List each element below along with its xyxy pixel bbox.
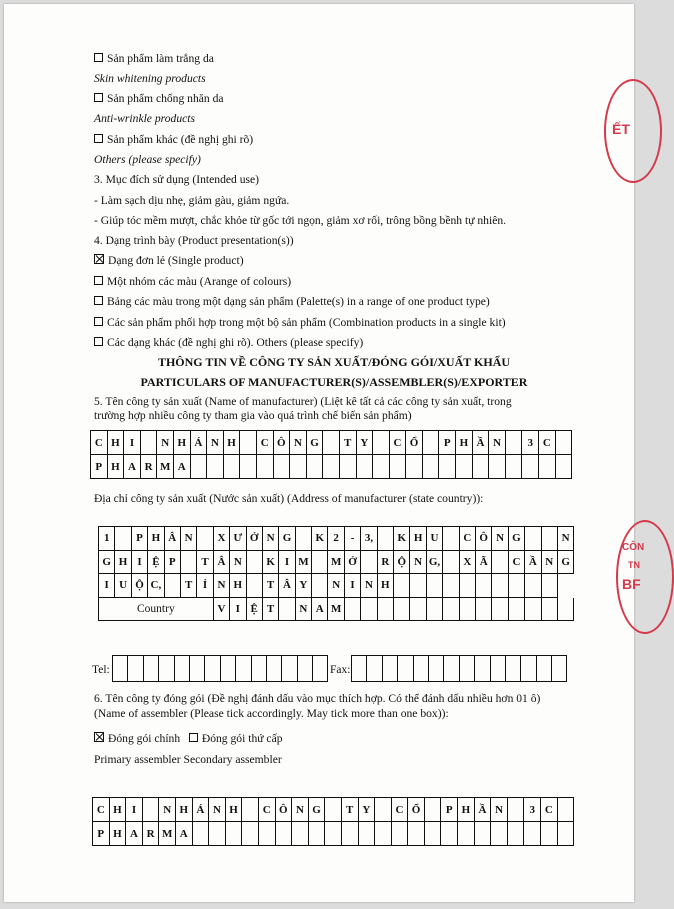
section6-title: 6. Tên công ty đóng gói (Đề nghị đánh dấu vào mục thích hợp. Có thể đánh dấu nhiều hơn 01 ô): [94, 692, 541, 705]
char-cell[interactable]: [491, 822, 508, 846]
char-cell[interactable]: Ổ: [406, 431, 423, 455]
char-cell[interactable]: Y: [359, 798, 376, 822]
address-label: Địa chỉ công ty sản xuất (Nước sản xuất) (Address of manufacturer (state country)):: [94, 492, 484, 505]
country-cell[interactable]: [509, 598, 525, 622]
char-cell[interactable]: [296, 527, 312, 551]
char-cell[interactable]: N: [410, 551, 426, 575]
char-cell[interactable]: [257, 455, 274, 479]
checkbox[interactable]: [94, 93, 103, 102]
char-cell[interactable]: Ư: [230, 527, 246, 551]
char-cell[interactable]: P: [439, 431, 456, 455]
char-cell[interactable]: G: [309, 798, 326, 822]
char-cell[interactable]: [375, 798, 392, 822]
char-cell[interactable]: Ô: [274, 431, 291, 455]
char-cell[interactable]: [558, 798, 575, 822]
char-cell[interactable]: N: [159, 798, 176, 822]
char-cell[interactable]: H: [176, 798, 193, 822]
char-cell[interactable]: [558, 822, 575, 846]
char-cell[interactable]: [359, 822, 376, 846]
char-cell[interactable]: H: [110, 798, 127, 822]
char-cell[interactable]: M: [157, 455, 174, 479]
char-cell[interactable]: [475, 822, 492, 846]
tel-cell[interactable]: [128, 656, 143, 682]
char-cell[interactable]: T: [340, 431, 357, 455]
country-cell[interactable]: [476, 598, 492, 622]
secondary-checkbox[interactable]: [189, 733, 198, 742]
heading-en: PARTICULARS OF MANUFACTURER(S)/ASSEMBLER(S)/EXPORTER: [140, 375, 528, 389]
option-combination: Các sản phẩm phối hợp trong một bộ sản phẩm (Combination products in a single kit): [94, 316, 506, 330]
char-cell[interactable]: G,: [427, 551, 443, 575]
char-cell[interactable]: T: [197, 551, 213, 575]
checkbox[interactable]: [94, 134, 103, 143]
char-cell[interactable]: H: [108, 431, 125, 455]
char-cell[interactable]: [373, 455, 390, 479]
char-cell[interactable]: [191, 455, 208, 479]
char-cell[interactable]: N: [558, 527, 574, 551]
char-cell[interactable]: [394, 574, 410, 598]
section5-title: 5. Tên công ty sản xuất (Name of manufacturer) (Liệt kê tất cả các công ty sản xuất, trong: [94, 395, 512, 408]
primary-checkbox[interactable]: [94, 732, 104, 742]
char-cell[interactable]: C: [541, 798, 558, 822]
char-cell[interactable]: [392, 822, 409, 846]
tel-cell[interactable]: [221, 656, 236, 682]
char-cell[interactable]: Ô: [476, 527, 492, 551]
country-cell[interactable]: [279, 598, 295, 622]
char-cell[interactable]: 3: [522, 431, 539, 455]
stamp-bottom: CÔN TN BF: [616, 520, 674, 634]
char-cell[interactable]: [443, 527, 459, 551]
char-cell[interactable]: N: [542, 551, 558, 575]
fax-cell[interactable]: [521, 656, 536, 682]
char-cell[interactable]: Ở: [247, 527, 263, 551]
char-cell[interactable]: Ã: [476, 551, 492, 575]
manufacturer-address-grid[interactable]: [98, 526, 574, 621]
char-cell[interactable]: [506, 431, 523, 455]
char-cell[interactable]: [340, 455, 357, 479]
fax-cell[interactable]: [429, 656, 444, 682]
char-cell[interactable]: Â: [165, 527, 181, 551]
char-cell[interactable]: H: [230, 574, 246, 598]
char-cell[interactable]: M: [296, 551, 312, 575]
char-cell[interactable]: Ộ: [132, 574, 148, 598]
char-cell[interactable]: [361, 551, 377, 575]
char-cell[interactable]: [325, 798, 342, 822]
country-cell[interactable]: M: [328, 598, 344, 622]
char-cell[interactable]: H: [110, 822, 127, 846]
char-cell[interactable]: [307, 455, 324, 479]
section4-title: 4. Dạng trình bày (Product presentation(s)): [94, 234, 294, 247]
char-cell[interactable]: [441, 822, 458, 846]
char-cell[interactable]: A: [176, 822, 193, 846]
char-cell[interactable]: Ầ: [475, 798, 492, 822]
char-cell[interactable]: U: [115, 574, 131, 598]
char-cell[interactable]: [408, 822, 425, 846]
tel-field[interactable]: [112, 655, 328, 682]
char-cell[interactable]: [508, 798, 525, 822]
tel-cell[interactable]: [190, 656, 205, 682]
char-cell[interactable]: [492, 574, 508, 598]
char-cell[interactable]: [509, 574, 525, 598]
char-cell[interactable]: 2: [328, 527, 344, 551]
char-cell[interactable]: [476, 574, 492, 598]
char-cell[interactable]: I: [99, 574, 115, 598]
char-cell[interactable]: P: [93, 822, 110, 846]
checkbox[interactable]: [94, 276, 103, 285]
char-cell[interactable]: [508, 822, 525, 846]
checkbox[interactable]: [94, 317, 103, 326]
char-cell[interactable]: [423, 455, 440, 479]
country-cell[interactable]: [410, 598, 426, 622]
char-cell[interactable]: [541, 822, 558, 846]
fax-cell[interactable]: [491, 656, 506, 682]
char-cell[interactable]: P: [165, 551, 181, 575]
country-cell[interactable]: T: [263, 598, 279, 622]
char-cell[interactable]: K: [263, 551, 279, 575]
fax-cell[interactable]: [506, 656, 521, 682]
char-cell[interactable]: G: [99, 551, 115, 575]
section3-title: 3. Mục đích sử dụng (Intended use): [94, 173, 260, 186]
char-cell[interactable]: N: [328, 574, 344, 598]
char-cell[interactable]: -: [345, 527, 361, 551]
char-cell[interactable]: H: [148, 527, 164, 551]
char-cell[interactable]: [274, 455, 291, 479]
char-cell[interactable]: C: [93, 798, 110, 822]
char-cell[interactable]: N: [181, 527, 197, 551]
country-cell[interactable]: [525, 598, 541, 622]
char-cell[interactable]: C: [509, 551, 525, 575]
fax-cell[interactable]: [537, 656, 552, 682]
char-cell[interactable]: [378, 527, 394, 551]
fax-cell[interactable]: [460, 656, 475, 682]
country-cell[interactable]: [378, 598, 394, 622]
fax-cell[interactable]: [383, 656, 398, 682]
char-cell[interactable]: [425, 798, 442, 822]
char-cell[interactable]: Ệ: [148, 551, 164, 575]
char-cell[interactable]: [357, 455, 374, 479]
char-cell[interactable]: [292, 822, 309, 846]
char-cell[interactable]: A: [124, 455, 141, 479]
char-cell[interactable]: C: [259, 798, 276, 822]
char-cell[interactable]: [181, 551, 197, 575]
char-cell[interactable]: [309, 822, 326, 846]
char-cell[interactable]: U: [427, 527, 443, 551]
char-cell[interactable]: A: [126, 822, 143, 846]
char-cell[interactable]: G: [509, 527, 525, 551]
char-cell[interactable]: X: [214, 527, 230, 551]
char-cell[interactable]: [312, 551, 328, 575]
char-cell[interactable]: [240, 431, 257, 455]
char-cell[interactable]: K: [312, 527, 328, 551]
char-cell[interactable]: 3: [524, 798, 541, 822]
char-cell[interactable]: [325, 822, 342, 846]
char-cell[interactable]: C: [392, 798, 409, 822]
tel-cell[interactable]: [252, 656, 267, 682]
section5-title-2: trường hợp nhiều công ty tham gia vào quá trình chế biến sản phẩm): [94, 409, 412, 422]
fax-field[interactable]: [351, 655, 567, 682]
char-cell[interactable]: Ổ: [408, 798, 425, 822]
char-cell[interactable]: A: [174, 455, 191, 479]
country-cell[interactable]: [394, 598, 410, 622]
country-cell[interactable]: I: [230, 598, 246, 622]
char-cell[interactable]: H: [378, 574, 394, 598]
heading-vi: THÔNG TIN VỀ CÔNG TY SẢN XUẤT/ĐÓNG GÓI/XUẤT KHẨU: [157, 355, 511, 369]
char-cell[interactable]: [375, 822, 392, 846]
char-cell[interactable]: [539, 455, 556, 479]
char-cell[interactable]: C: [91, 431, 108, 455]
assembler-options: Đóng gói chính Đóng gói thứ cấp: [94, 732, 283, 746]
option-others-en: Others (please specify): [94, 153, 201, 166]
assembler-name-grid[interactable]: [92, 797, 574, 846]
char-cell[interactable]: C: [460, 527, 476, 551]
fax-cell[interactable]: [398, 656, 413, 682]
char-cell[interactable]: C: [539, 431, 556, 455]
char-cell[interactable]: [143, 798, 160, 822]
char-cell[interactable]: [323, 455, 340, 479]
char-cell[interactable]: [439, 455, 456, 479]
char-cell[interactable]: T: [342, 798, 359, 822]
char-cell[interactable]: [373, 431, 390, 455]
char-cell[interactable]: [542, 574, 558, 598]
char-cell[interactable]: N: [489, 431, 506, 455]
char-cell[interactable]: N: [157, 431, 174, 455]
char-cell[interactable]: Â: [214, 551, 230, 575]
char-cell[interactable]: Ầ: [473, 431, 490, 455]
char-cell[interactable]: P: [91, 455, 108, 479]
char-cell[interactable]: Ỉ: [197, 574, 213, 598]
char-cell[interactable]: [443, 574, 459, 598]
char-cell[interactable]: [524, 822, 541, 846]
char-cell[interactable]: Â: [279, 574, 295, 598]
char-cell[interactable]: I: [126, 798, 143, 822]
char-cell[interactable]: [290, 455, 307, 479]
country-cell[interactable]: [542, 598, 558, 622]
char-cell[interactable]: G: [307, 431, 324, 455]
char-cell[interactable]: Á: [193, 798, 210, 822]
char-cell[interactable]: C,: [148, 574, 164, 598]
char-cell[interactable]: I: [132, 551, 148, 575]
char-cell[interactable]: H: [108, 455, 125, 479]
char-cell[interactable]: N: [292, 798, 309, 822]
country-cell[interactable]: [361, 598, 377, 622]
option-anti-wrinkle-en: Anti-wrinkle products: [94, 112, 196, 125]
checkbox[interactable]: [94, 337, 103, 346]
char-cell[interactable]: [312, 574, 328, 598]
char-cell[interactable]: H: [410, 527, 426, 551]
char-cell[interactable]: [525, 574, 541, 598]
char-cell[interactable]: Ô: [276, 798, 293, 822]
stamp-top: ẾT: [604, 79, 662, 183]
country-cell[interactable]: [427, 598, 443, 622]
char-cell[interactable]: I: [279, 551, 295, 575]
char-cell[interactable]: R: [143, 822, 160, 846]
char-cell[interactable]: T: [181, 574, 197, 598]
char-cell[interactable]: M: [159, 822, 176, 846]
option-range-colours: Một nhóm các màu (Arange of colours): [94, 275, 291, 289]
tel-cell[interactable]: [282, 656, 297, 682]
country-cell[interactable]: Ệ: [247, 598, 263, 622]
char-cell[interactable]: P: [132, 527, 148, 551]
char-cell[interactable]: M: [328, 551, 344, 575]
option-other-forms: Các dạng khác (đề nghị ghi rõ). Others (please specify): [94, 336, 363, 350]
char-cell[interactable]: [193, 822, 210, 846]
char-cell[interactable]: [342, 822, 359, 846]
char-cell[interactable]: [406, 455, 423, 479]
char-cell[interactable]: I: [345, 574, 361, 598]
char-cell[interactable]: K: [394, 527, 410, 551]
char-cell[interactable]: P: [441, 798, 458, 822]
char-cell[interactable]: [276, 822, 293, 846]
tel-label: Tel:: [92, 664, 110, 676]
char-cell[interactable]: [207, 455, 224, 479]
char-cell[interactable]: C: [390, 431, 407, 455]
country-cell[interactable]: V: [214, 598, 230, 622]
char-cell[interactable]: [443, 551, 459, 575]
manufacturer-name-grid[interactable]: [90, 430, 572, 479]
country-cell[interactable]: [460, 598, 476, 622]
char-cell[interactable]: [240, 455, 257, 479]
char-cell[interactable]: [556, 431, 573, 455]
tel-cell[interactable]: [267, 656, 282, 682]
char-cell[interactable]: [506, 455, 523, 479]
country-label: Country: [99, 598, 214, 622]
char-cell[interactable]: G: [279, 527, 295, 551]
char-cell[interactable]: T: [263, 574, 279, 598]
country-cell[interactable]: [558, 598, 574, 622]
char-cell[interactable]: [492, 551, 508, 575]
char-cell[interactable]: [165, 574, 181, 598]
fax-cell[interactable]: [552, 656, 567, 682]
char-cell[interactable]: [458, 822, 475, 846]
checked-checkbox[interactable]: [94, 254, 104, 264]
tel-cell[interactable]: [313, 656, 328, 682]
tel-cell[interactable]: [113, 656, 128, 682]
char-cell[interactable]: Y: [296, 574, 312, 598]
char-cell[interactable]: [224, 455, 241, 479]
option-single-product: Dạng đơn lẻ (Single product): [94, 254, 244, 268]
char-cell[interactable]: N: [290, 431, 307, 455]
section3-line: - Giúp tóc mềm mượt, chắc khỏe từ gốc tới ngọn, giảm xơ rối, trông bồng bềnh tự nhiên.: [94, 214, 507, 227]
char-cell[interactable]: [425, 822, 442, 846]
checkbox[interactable]: [94, 53, 103, 62]
char-cell[interactable]: [115, 527, 131, 551]
char-cell[interactable]: 3,: [361, 527, 377, 551]
fax-cell[interactable]: [367, 656, 382, 682]
option-skin-whitening: Sản phẩm làm trắng da: [94, 52, 214, 66]
char-cell[interactable]: [489, 455, 506, 479]
country-cell[interactable]: N: [296, 598, 312, 622]
char-cell[interactable]: H: [174, 431, 191, 455]
char-cell[interactable]: [247, 551, 263, 575]
country-cell[interactable]: [443, 598, 459, 622]
fax-label: Fax:: [330, 664, 351, 676]
char-cell[interactable]: [247, 574, 263, 598]
char-cell[interactable]: H: [456, 431, 473, 455]
char-cell[interactable]: [242, 798, 259, 822]
char-cell[interactable]: H: [224, 431, 241, 455]
assembler-en: Primary assembler Secondary assembler: [94, 753, 282, 766]
char-cell[interactable]: H: [226, 798, 243, 822]
tel-cell[interactable]: [236, 656, 251, 682]
option-anti-wrinkle: Sản phẩm chống nhăn da: [94, 92, 224, 106]
char-cell[interactable]: [525, 527, 541, 551]
char-cell[interactable]: N: [214, 574, 230, 598]
section3-line: - Làm sạch dịu nhẹ, giảm gàu, giảm ngứa.: [94, 194, 290, 207]
char-cell[interactable]: [226, 822, 243, 846]
option-skin-whitening-en: Skin whitening products: [94, 72, 206, 85]
checkbox[interactable]: [94, 296, 103, 305]
option-palette: Bảng các màu trong một dạng sản phẩm (Palette(s) in a range of one product type): [94, 295, 490, 309]
char-cell[interactable]: [390, 455, 407, 479]
char-cell[interactable]: C: [257, 431, 274, 455]
char-cell[interactable]: [427, 574, 443, 598]
char-cell[interactable]: [209, 822, 226, 846]
char-cell[interactable]: [259, 822, 276, 846]
form-page: [4, 4, 645, 902]
char-cell[interactable]: [410, 574, 426, 598]
country-cell[interactable]: A: [312, 598, 328, 622]
char-cell[interactable]: N: [207, 431, 224, 455]
char-cell[interactable]: [423, 431, 440, 455]
char-cell[interactable]: [460, 574, 476, 598]
char-cell[interactable]: R: [141, 455, 158, 479]
char-cell[interactable]: 1: [99, 527, 115, 551]
fax-cell[interactable]: [475, 656, 490, 682]
fax-cell[interactable]: [444, 656, 459, 682]
char-cell[interactable]: [141, 431, 158, 455]
option-others: Sản phẩm khác (đề nghị ghi rõ): [94, 133, 253, 147]
tel-cell[interactable]: [144, 656, 159, 682]
char-cell[interactable]: N: [263, 527, 279, 551]
char-cell[interactable]: Á: [191, 431, 208, 455]
char-cell[interactable]: [197, 527, 213, 551]
char-cell[interactable]: Ầ: [525, 551, 541, 575]
char-cell[interactable]: [556, 455, 573, 479]
char-cell[interactable]: H: [458, 798, 475, 822]
char-cell[interactable]: Ộ: [394, 551, 410, 575]
char-cell[interactable]: [473, 455, 490, 479]
char-cell[interactable]: G: [558, 551, 574, 575]
char-cell[interactable]: [323, 431, 340, 455]
char-cell[interactable]: [542, 527, 558, 551]
tel-cell[interactable]: [159, 656, 174, 682]
char-cell[interactable]: H: [115, 551, 131, 575]
char-cell[interactable]: [242, 822, 259, 846]
country-cell[interactable]: [345, 598, 361, 622]
char-cell[interactable]: N: [230, 551, 246, 575]
char-cell[interactable]: R: [378, 551, 394, 575]
fax-cell[interactable]: [414, 656, 429, 682]
fax-cell[interactable]: [352, 656, 367, 682]
country-cell[interactable]: [492, 598, 508, 622]
char-cell[interactable]: N: [491, 798, 508, 822]
char-cell[interactable]: Y: [357, 431, 374, 455]
char-cell[interactable]: I: [124, 431, 141, 455]
char-cell[interactable]: N: [209, 798, 226, 822]
tel-cell[interactable]: [205, 656, 220, 682]
char-cell[interactable]: Ở: [345, 551, 361, 575]
tel-cell[interactable]: [175, 656, 190, 682]
char-cell[interactable]: N: [492, 527, 508, 551]
char-cell[interactable]: X: [460, 551, 476, 575]
char-cell[interactable]: [456, 455, 473, 479]
char-cell[interactable]: N: [361, 574, 377, 598]
section6-title-2: (Name of assembler (Please tick accordingly. May tick more than one box)):: [94, 707, 449, 720]
tel-cell[interactable]: [298, 656, 313, 682]
char-cell[interactable]: [522, 455, 539, 479]
